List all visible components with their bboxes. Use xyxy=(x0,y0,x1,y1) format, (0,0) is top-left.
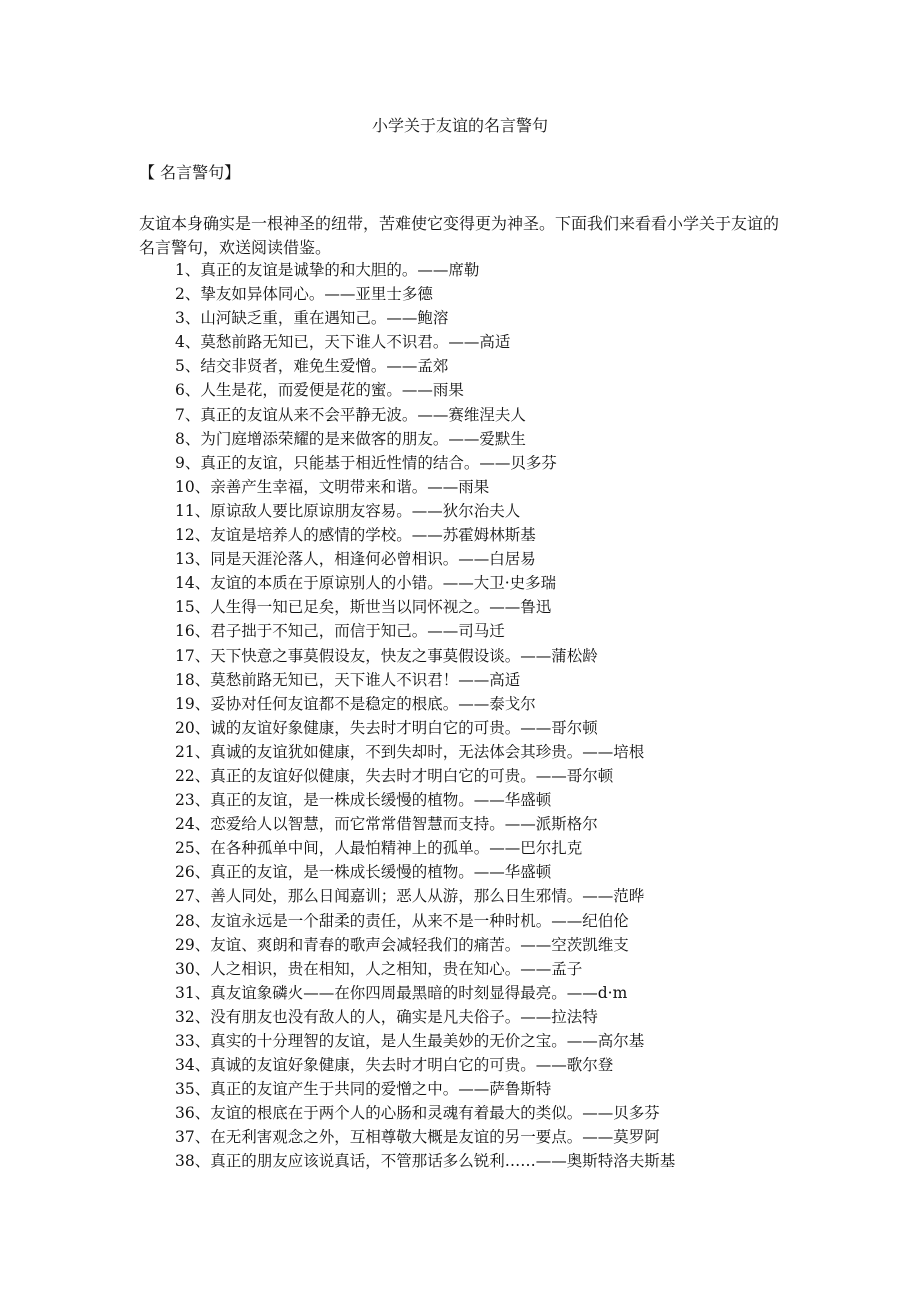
intro-paragraph: 友谊本身确实是一根神圣的纽带，苦难使它变得更为神圣。下面我们来看看小学关于友谊的名言警句，欢送阅读借鉴。 xyxy=(139,214,780,257)
quote-item: 8、为门庭增添荣耀的是来做客的朋友。——爱默生 xyxy=(175,429,526,448)
quote-item: 19、妥协对任何友谊都不是稳定的根底。——泰戈尔 xyxy=(175,694,536,713)
quote-item: 10、亲善产生幸福，文明带来和谐。——雨果 xyxy=(175,477,490,496)
quote-item: 38、真正的朋友应该说真话，不管那话多么锐利……——奥斯特洛夫斯基 xyxy=(175,1152,676,1171)
quote-item: 31、真友谊象磷火——在你四周最黑暗的时刻显得最亮。——d·m xyxy=(175,983,628,1002)
quote-item: 16、君子拙于不知己，而信于知己。——司马迁 xyxy=(175,622,505,641)
quote-item: 29、友谊、爽朗和青春的歌声会减轻我们的痛苦。——空茨凯维支 xyxy=(175,935,629,954)
quote-item: 23、真正的友谊，是一株成长缓慢的植物。——华盛顿 xyxy=(175,791,552,810)
quote-item: 34、真诚的友谊好象健康，失去时才明白它的可贵。——歌尔登 xyxy=(175,1056,614,1075)
quote-item: 18、莫愁前路无知已，天下谁人不识君！——高适 xyxy=(175,670,521,689)
quote-item: 24、恋爱给人以智慧，而它常常借智慧而支持。——派斯格尔 xyxy=(175,815,598,834)
quote-item: 37、在无利害观念之外，互相尊敬大概是友谊的另一要点。——莫罗阿 xyxy=(175,1128,660,1147)
quote-item: 21、真诚的友谊犹如健康，不到失却时，无法体会其珍贵。——培根 xyxy=(175,742,645,761)
quote-item: 9、真正的友谊，只能基于相近性情的结合。——贝多芬 xyxy=(175,453,557,472)
quote-item: 17、天下快意之事莫假设友，快友之事莫假设谈。——蒲松龄 xyxy=(175,646,598,665)
quote-item: 28、友谊永远是一个甜柔的责任，从来不是一种时机。——纪伯伦 xyxy=(175,911,629,930)
quote-item: 30、人之相识，贵在相知，人之相知，贵在知心。——孟子 xyxy=(175,959,583,978)
quote-item: 3、山河缺乏重，重在遇知己。——鲍溶 xyxy=(175,309,449,328)
quote-item: 35、真正的友谊产生于共同的爱憎之中。——萨鲁斯特 xyxy=(175,1080,552,1099)
document-title: 小学关于友谊的名言警句 xyxy=(371,116,548,135)
quote-item: 27、善人同处，那么日闻嘉训；恶人从游，那么日生邪情。——范晔 xyxy=(175,887,645,906)
quote-item: 13、同是天涯沦落人，相逢何必曾相识。——白居易 xyxy=(175,550,536,569)
quote-item: 4、莫愁前路无知已，天下谁人不识君。——高适 xyxy=(175,333,511,352)
quote-item: 26、真正的友谊，是一株成长缓慢的植物。——华盛顿 xyxy=(175,863,552,882)
quote-item: 6、人生是花，而爱便是花的蜜。——雨果 xyxy=(175,381,464,400)
quote-item: 14、友谊的本质在于原谅别人的小错。——大卫·史多瑞 xyxy=(175,574,557,593)
section-label: 【 名言警句】 xyxy=(139,163,241,182)
quote-item: 22、真正的友谊好似健康，失去时才明白它的可贵。——哥尔顿 xyxy=(175,766,614,785)
quote-item: 7、真正的友谊从来不会平静无波。——赛维涅夫人 xyxy=(175,405,526,424)
quote-item: 20、诚的友谊好象健康，失去时才明白它的可贵。——哥尔顿 xyxy=(175,718,598,737)
quote-item: 1、真正的友谊是诚挚的和大胆的。——席勒 xyxy=(175,261,480,279)
quote-item: 15、人生得一知已足矣，斯世当以同怀视之。——鲁迅 xyxy=(175,598,552,617)
quote-item: 11、原谅敌人要比原谅朋友容易。——狄尔治夫人 xyxy=(175,501,521,520)
quote-item: 25、在各种孤单中间，人最怕精神上的孤单。——巴尔扎克 xyxy=(175,839,583,858)
quote-item: 36、友谊的根底在于两个人的心肠和灵魂有着最大的类似。——贝多芬 xyxy=(175,1104,660,1123)
quote-list xyxy=(175,258,675,1174)
quote-item: 5、结交非贤者，难免生爱憎。——孟郊 xyxy=(175,357,449,376)
quote-item: 33、真实的十分理智的友谊，是人生最美妙的无价之宝。——高尔基 xyxy=(175,1032,645,1050)
quote-item: 12、友谊是培养人的感情的学校。——苏霍姆林斯基 xyxy=(175,526,536,545)
quote-item: 32、没有朋友也没有敌人的人，确实是凡夫俗子。——拉法特 xyxy=(175,1007,598,1026)
quote-item: 2、挚友如异体同心。——亚里士多德 xyxy=(175,285,433,304)
